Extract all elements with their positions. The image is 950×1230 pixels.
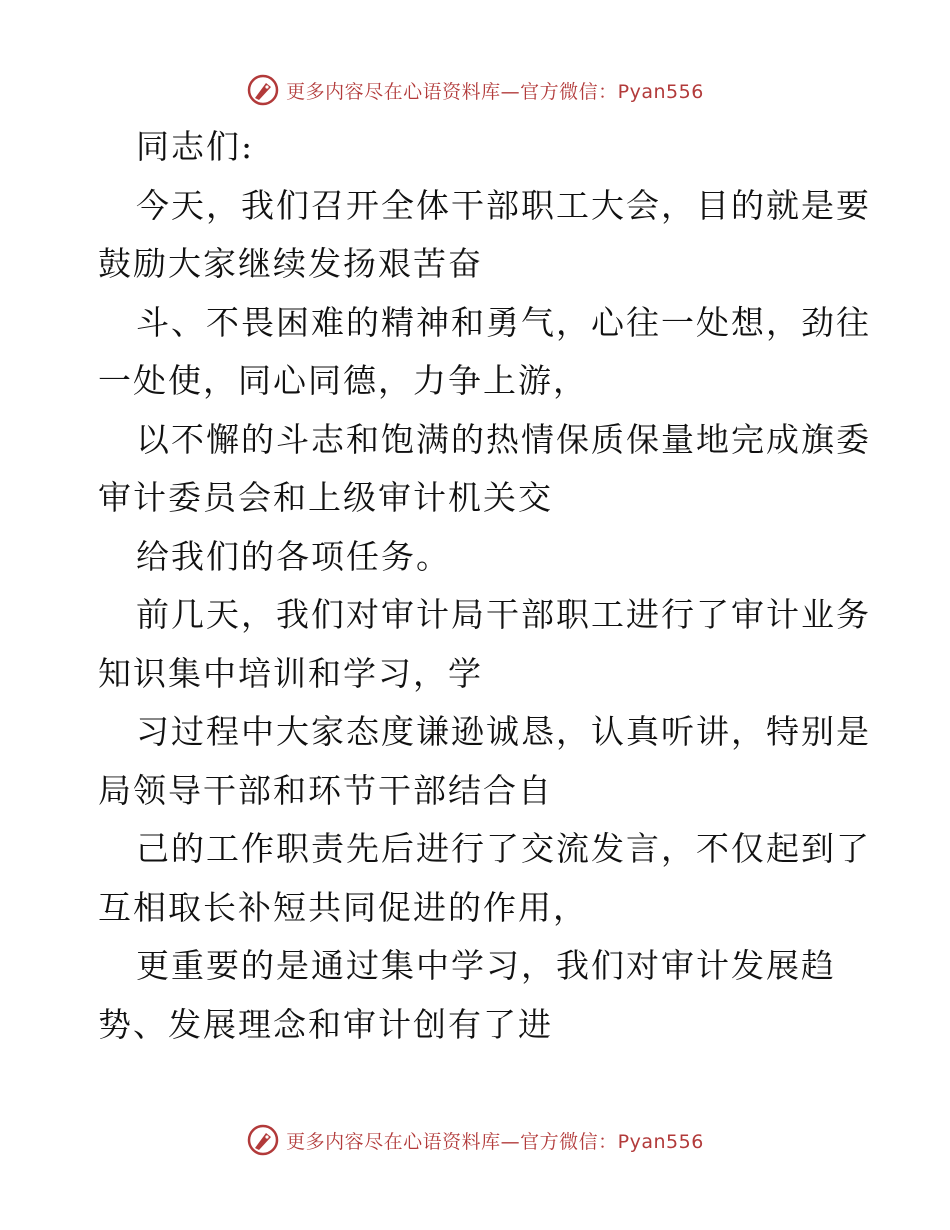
body-line: 同志们:: [136, 127, 255, 166]
body-line: 知识集中培训和学习，学: [98, 653, 483, 693]
body-line: 今天，我们召开全体干部职工大会，目的就是要: [136, 185, 871, 225]
header-banner-separator: —: [500, 80, 521, 103]
footer-banner-separator: —: [500, 1130, 521, 1153]
header-banner-wechat: 官方微信：Pyan556: [520, 80, 704, 103]
body-line: 习过程中大家态度谦逊诚恳，认真听讲，特别是: [136, 712, 871, 751]
footer-banner-wechat: 官方微信：Pyan556: [520, 1130, 704, 1153]
document-body: [98, 118, 871, 1054]
footer-banner: [0, 1120, 950, 1160]
header-banner: [0, 70, 950, 110]
body-line: 更重要的是通过集中学习，我们对审计发展趋: [136, 946, 836, 985]
pen-nib-logo-icon: [246, 73, 280, 107]
body-line: 以不懈的斗志和饱满的热情保质保量地完成旗委: [136, 419, 871, 459]
body-line: 势、发展理念和审计创有了进: [98, 1004, 553, 1044]
body-line: 互相取长补短共同促进的作用，: [98, 887, 588, 927]
body-line: 局领导干部和环节干部结合自: [98, 770, 553, 810]
footer-banner-main: 更多内容尽在心语资料库: [286, 1130, 501, 1153]
pen-nib-logo-icon: [246, 1123, 280, 1157]
body-line: 前几天，我们对审计局干部职工进行了审计业务: [136, 595, 871, 634]
header-banner-main: 更多内容尽在心语资料库: [286, 80, 501, 103]
body-line: 鼓励大家继续发扬艰苦奋: [98, 244, 483, 283]
body-line: 斗、不畏困难的精神和勇气，心往一处想，劲往: [136, 302, 871, 342]
footer-banner-text: [286, 1127, 704, 1154]
body-line: 给我们的各项任务。: [136, 536, 451, 576]
body-line: 己的工作职责先后进行了交流发言，不仅起到了: [136, 829, 871, 868]
body-line: 一处使，同心同德，力争上游，: [98, 361, 588, 400]
body-line: 审计委员会和上级审计机关交: [98, 478, 553, 517]
header-banner-text: [286, 77, 704, 104]
